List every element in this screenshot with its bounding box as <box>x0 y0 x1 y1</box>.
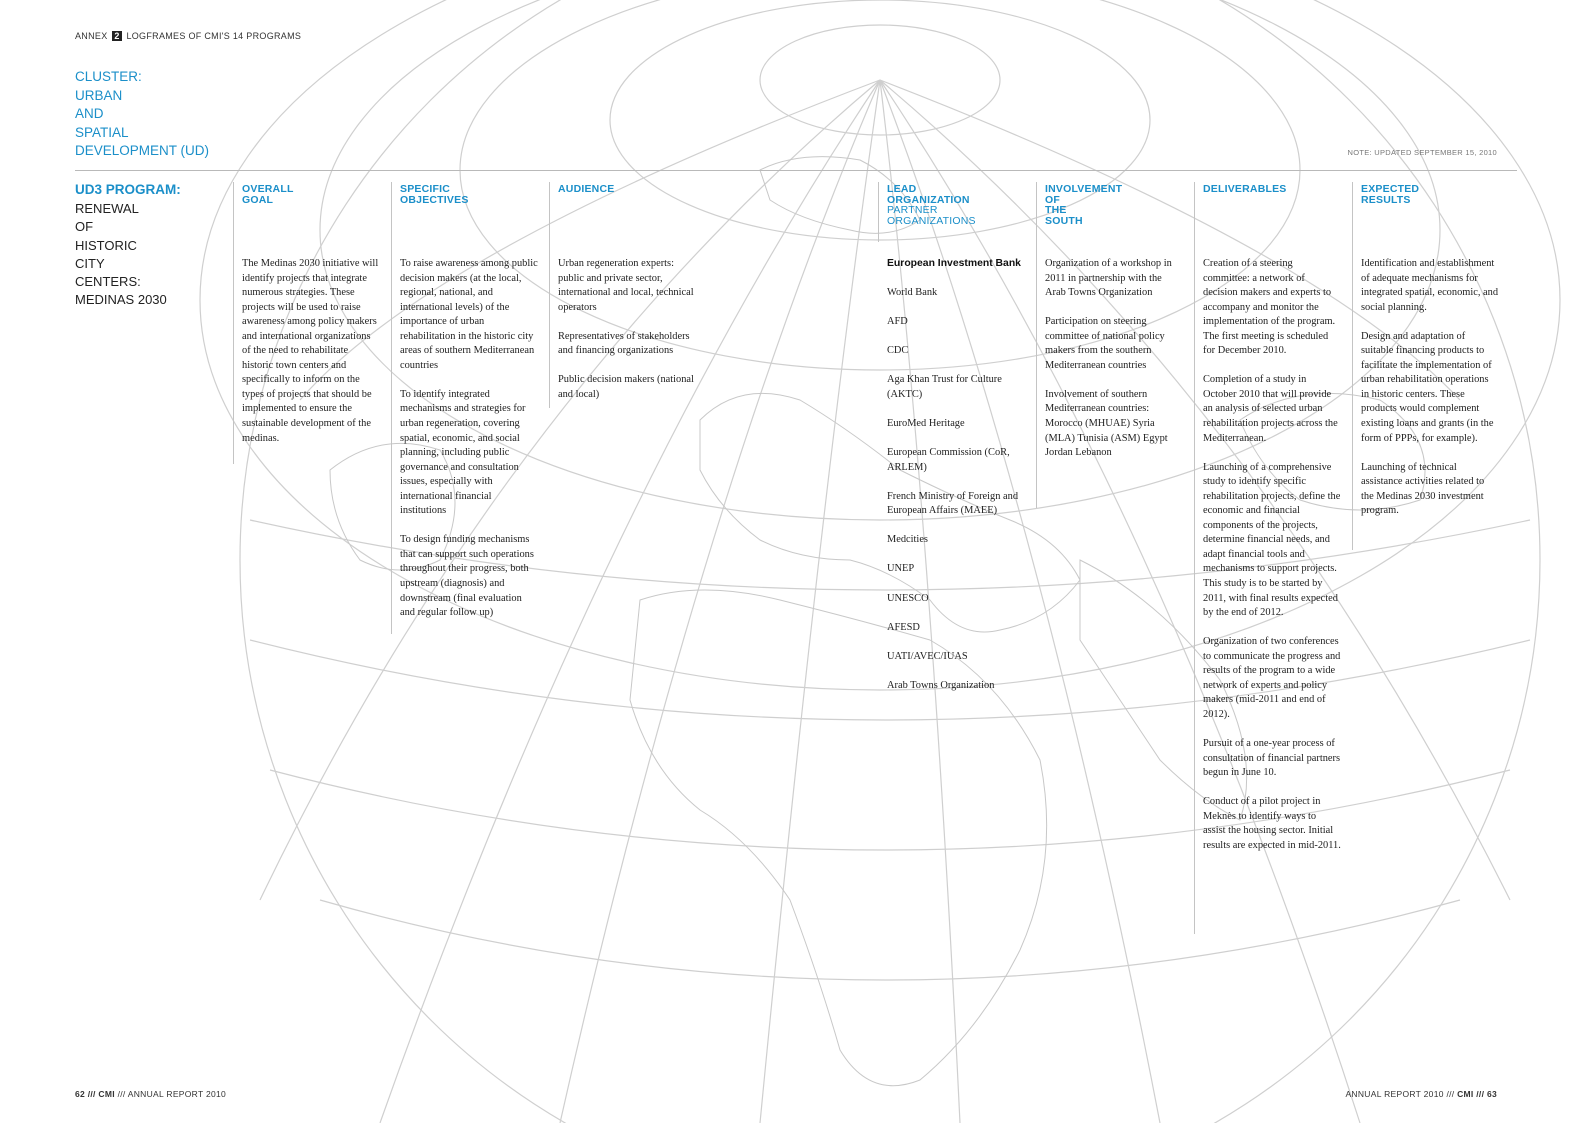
paragraph: Participation on steering committee of national policy makers from the southern Mediterranean countries <box>1045 316 1165 371</box>
footer-report-title: ANNUAL REPORT 2010 <box>127 1089 227 1099</box>
cluster-title <box>75 68 209 161</box>
paragraph: Design and adaptation of suitable financing products to facilitate the implementation of urban rehabilitation operations in historic centers. These products would complement existing loans and grants (in the form of PPPs, for example). <box>1361 330 1494 444</box>
column-heading: DELIVERABLES <box>1203 183 1287 195</box>
column-divider <box>391 182 392 634</box>
cluster-line: URBAN <box>75 87 123 103</box>
program-name <box>75 200 167 310</box>
footer-separator: /// <box>1446 1089 1455 1099</box>
footer-separator: /// <box>87 1089 96 1099</box>
partner-organization: Aga Khan Trust for Culture (AKTC) <box>887 374 1002 400</box>
column-divider <box>549 182 550 408</box>
column-divider <box>1036 182 1037 508</box>
footer-separator: /// <box>1476 1089 1485 1099</box>
cluster-line: SPATIAL <box>75 124 129 140</box>
cluster-line: CLUSTER: <box>75 69 142 84</box>
program-name-line: CITY <box>75 255 105 271</box>
footer-right <box>1345 1089 1497 1099</box>
paragraph: To design funding mechanisms that can support such operations throughout their progress, both upstream (diagnosis) and downstream (final evaluation and regular follow up) <box>400 534 534 619</box>
column-divider <box>1352 182 1353 550</box>
column-divider <box>878 182 879 242</box>
column-heading: SPECIFIC OBJECTIVES <box>400 183 469 206</box>
footer-brand: CMI <box>98 1089 115 1099</box>
paragraph: Involvement of southern Mediterranean countries: Morocco (MHUAE) Syria (MLA) Tunisia (ASM) Egypt Jordan Lebanon <box>1045 388 1168 459</box>
column-body <box>1203 257 1341 868</box>
program-title: UD3 PROGRAM: <box>75 182 181 197</box>
cluster-line: DEVELOPMENT (UD) <box>75 143 210 159</box>
column-body <box>242 257 380 461</box>
column-heading: LEAD ORGANIZATION PARTNER ORGANIZATIONS <box>887 183 976 228</box>
header-divider <box>75 170 1517 171</box>
program-name-line: MEDINAS 2030 <box>75 292 167 308</box>
footer-separator: /// <box>117 1089 126 1099</box>
paragraph: Organization of two conferences to communicate the progress and results of the program to a wide network of experts and policy makers (mid-2011 and end of 2012). <box>1203 636 1341 720</box>
partner-organization: UATI/AVEC/IUAS <box>887 650 968 662</box>
paragraph: Pursuit of a one-year process of consultation of financial partners begun in June 10. <box>1203 738 1341 779</box>
annex-header <box>75 31 301 41</box>
column-subheading: ORGANIZATIONS <box>887 215 976 228</box>
column-body <box>887 257 1025 708</box>
paragraph: Conduct of a pilot project in Meknès to identify ways to assist the housing sector. Initial results are expected in mid-2011. <box>1203 796 1341 851</box>
cluster-line: AND <box>75 106 104 122</box>
paragraph: Urban regeneration experts: public and private sector, international and local, technical operators <box>558 258 694 313</box>
column-heading: EXPECTED RESULTS <box>1361 183 1420 206</box>
paragraph: Organization of a workshop in 2011 in partnership with the Arab Towns Organization <box>1045 258 1172 299</box>
page-number-left: 62 <box>75 1089 86 1099</box>
partner-organization: CDC <box>887 345 909 357</box>
program-name-line: RENEWAL <box>75 201 139 216</box>
column-divider <box>233 182 234 464</box>
partner-organization: Arab Towns Organization <box>887 679 995 691</box>
partner-organization: EuroMed Heritage <box>887 418 965 430</box>
lead-organization-name: European Investment Bank <box>887 258 1021 269</box>
annex-title: LOGFRAMES OF CMI'S 14 PROGRAMS <box>126 31 302 41</box>
paragraph: To identify integrated mechanisms and strategies for urban regeneration, covering spatial, economic, and social planning, including public governance and consultation issues, especially with international financial institutions <box>400 388 526 517</box>
paragraph: Launching of a comprehensive study to identify specific rehabilitation projects, define the economic and financial components of the projects, determine financial needs, and adapt financial tools and mechanisms to support projects. This study is to be started by 2011, with final results expected by the end of 2012. <box>1203 461 1341 619</box>
column-body <box>400 257 538 635</box>
paragraph: To raise awareness among public decision makers (at the local, regional, national, and international levels) of the importance of urban rehabilitation in the historic city areas of southern Mediterranean countries <box>400 258 538 371</box>
paragraph: Public decision makers (national and local) <box>558 374 694 400</box>
column-heading: INVOLVEMENT OF THE SOUTH <box>1045 183 1123 228</box>
paragraph: Creation of a steering committee: a network of decision makers and experts to accompany and monitor the implementation of the program. The first meeting is scheduled for December 2010. <box>1203 258 1336 357</box>
footer-report-title: ANNUAL REPORT 2010 <box>1345 1089 1444 1099</box>
paragraph: Representatives of stakeholders and financing organizations <box>558 330 690 357</box>
program-name-line: HISTORIC <box>75 237 137 253</box>
partner-organization: UNEP <box>887 563 915 575</box>
partner-organization: UNESCO <box>887 592 929 604</box>
partner-organization: World Bank <box>887 287 938 299</box>
footer-left <box>75 1089 226 1099</box>
page-number-right: 63 <box>1486 1089 1497 1099</box>
column-subheading: PARTNER <box>887 204 938 217</box>
annex-label: ANNEX <box>75 31 108 41</box>
partner-organization: European Commission (CoR, ARLEM) <box>887 447 1010 473</box>
annex-number-badge: 2 <box>114 31 120 41</box>
column-heading: OVERALL GOAL <box>242 183 294 206</box>
column-body <box>558 257 696 417</box>
paragraph: Launching of technical assistance activities related to the Medinas 2030 investment program. <box>1361 461 1485 517</box>
column-heading: AUDIENCE <box>558 183 615 195</box>
paragraph: The Medinas 2030 initiative will identify projects that integrate numerous strategies. These projects will be used to raise awareness among policy makers and international organizations of the need to rehabilitate historic town centers and specifically to inform on the types of projects that should be implemented to ensure the sustainable development of the medinas. <box>242 258 379 444</box>
column-divider <box>1194 182 1195 934</box>
partner-organization: AFD <box>887 316 908 328</box>
partner-organization: Medcities <box>887 534 928 546</box>
partner-organization: French Ministry of Foreign and European Affairs (MAEE) <box>887 490 1019 517</box>
footer-brand: CMI <box>1457 1089 1474 1099</box>
paragraph: Identification and establishment of adequate mechanisms for integrated spatial, economic, and social planning. <box>1361 258 1499 313</box>
paragraph: Completion of a study in October 2010 that will provide an analysis of selected urban rehabilitation projects across the Mediterranean. <box>1203 374 1338 444</box>
column-body <box>1361 257 1499 533</box>
program-name-line: CENTERS: <box>75 274 141 290</box>
update-note: NOTE: UPDATED SEPTEMBER 15, 2010 <box>1347 148 1497 157</box>
program-name-line: OF <box>75 219 94 235</box>
partner-organization: AFESD <box>887 621 920 633</box>
column-body <box>1045 257 1183 475</box>
